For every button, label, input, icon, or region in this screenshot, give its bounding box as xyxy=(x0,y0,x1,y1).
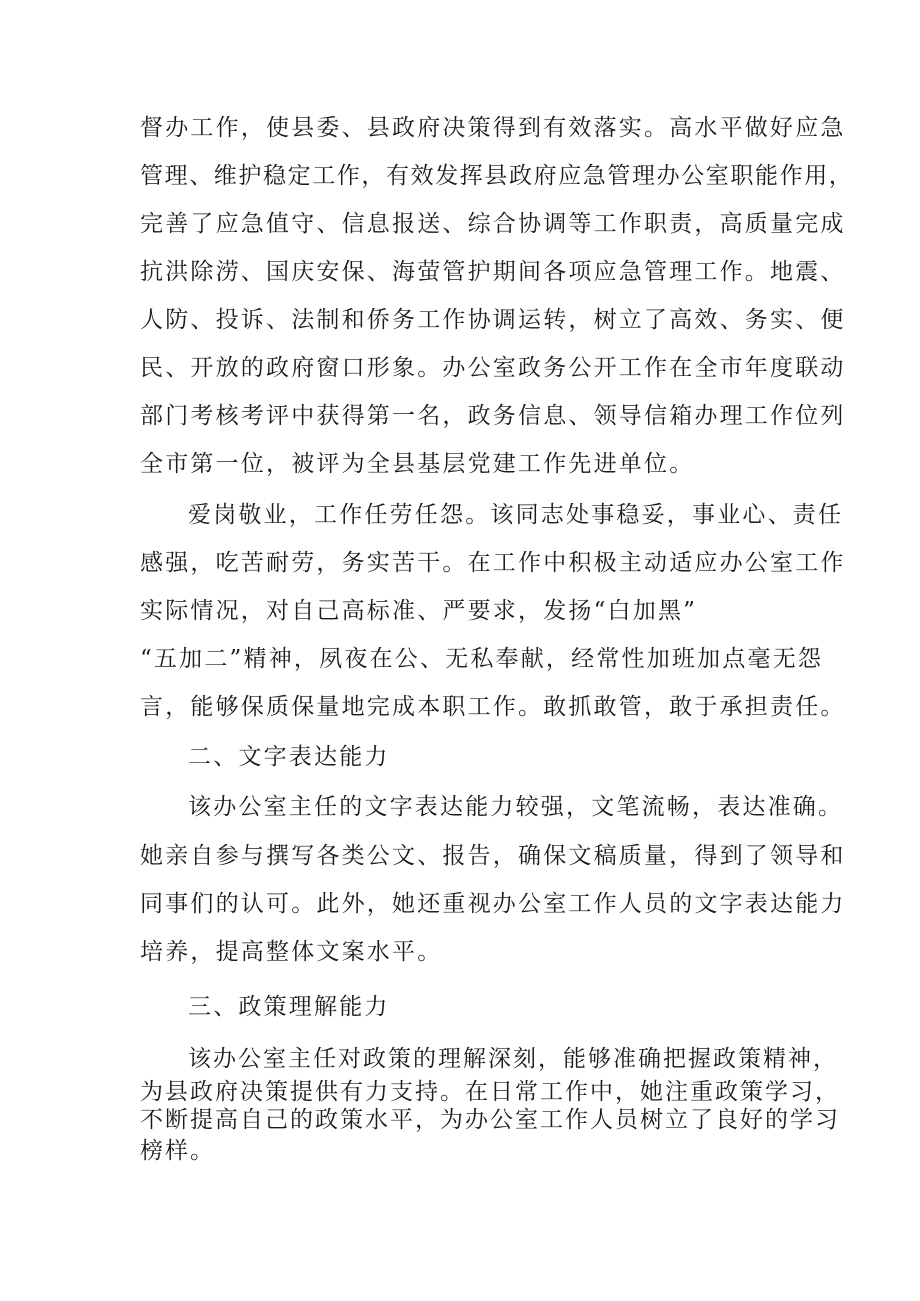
paragraph-2-line-1: 爱岗敬业，工作任劳任怨。该同志处事稳妥，事业心、责任 xyxy=(188,502,844,528)
paragraph-1-line-7: 部门考核考评中获得第一名，政务信息、领导信箱办理工作位列 xyxy=(140,403,846,429)
paragraph-3-line-3: 同事们的认可。此外，她还重视办公室工作人员的文字表达能力 xyxy=(140,891,846,917)
paragraph-4-line-3: 不断提高自己的政策水平，为办公室工作人员树立了良好的学习 xyxy=(140,1107,840,1133)
paragraph-1-line-6: 民、开放的政府窗口形象。办公室政务公开工作在全市年度联动 xyxy=(140,355,846,381)
paragraph-3-line-1: 该办公室主任的文字表达能力较强，文笔流畅，表达准确。 xyxy=(188,794,844,820)
paragraph-4-line-1: 该办公室主任对政策的理解深刻，能够准确把握政策精神， xyxy=(188,1046,838,1072)
section-heading-3: 三、政策理解能力 xyxy=(188,994,390,1020)
paragraph-1-line-8: 全市第一位，被评为全县基层党建工作先进单位。 xyxy=(140,451,695,477)
paragraph-1-line-5: 人防、投诉、法制和侨务工作协调运转，树立了高效、务实、便 xyxy=(140,307,846,333)
paragraph-1-line-1: 督办工作，使县委、县政府决策得到有效落实。高水平做好应急 xyxy=(140,115,846,141)
paragraph-3-line-2: 她亲自参与撰写各类公文、报告，确保文稿质量，得到了领导和 xyxy=(140,843,846,869)
paragraph-1-line-3: 完善了应急值守、信息报送、综合协调等工作职责，高质量完成 xyxy=(140,211,846,237)
paragraph-1-line-4: 抗洪除涝、国庆安保、海萤管护期间各项应急管理工作。地震、 xyxy=(140,259,846,285)
paragraph-3-line-4: 培养，提高整体文案水平。 xyxy=(140,939,443,965)
paragraph-2-line-2: 感强，吃苦耐劳，务实苦干。在工作中积极主动适应办公室工作 xyxy=(140,550,846,576)
paragraph-4-line-4: 榜样。 xyxy=(140,1138,215,1164)
paragraph-2-line-3: 实际情况，对自己高标准、严要求，发扬“白加黑” xyxy=(140,598,698,624)
paragraph-2-line-4: “五加二”精神，夙夜在公、无私奉献，经常性加班加点毫无怨 xyxy=(140,646,824,672)
paragraph-2-line-5: 言，能够保质保量地完成本职工作。敢抓敢管，敢于承担责任。 xyxy=(140,694,846,720)
section-heading-2: 二、文字表达能力 xyxy=(188,744,390,770)
paragraph-1-line-2: 管理、维护稳定工作，有效发挥县政府应急管理办公室职能作用， xyxy=(140,163,854,189)
paragraph-4-line-2: 为县政府决策提供有力支持。在日常工作中，她注重政策学习， xyxy=(140,1079,840,1105)
